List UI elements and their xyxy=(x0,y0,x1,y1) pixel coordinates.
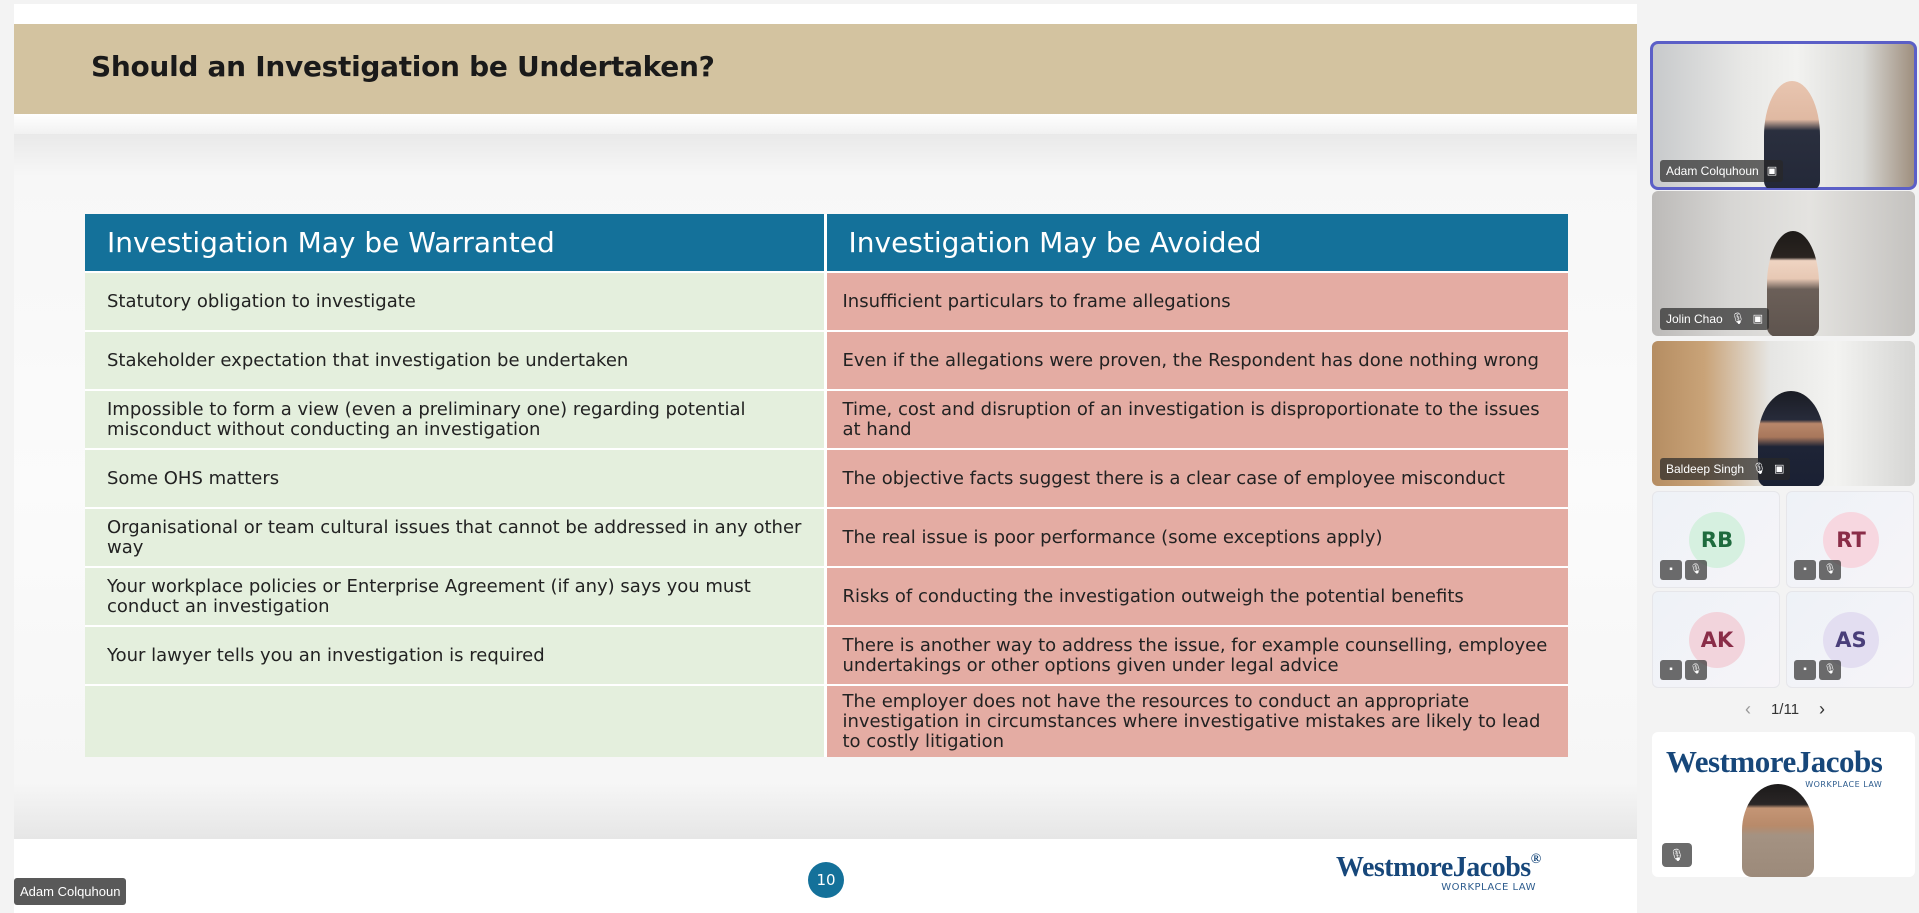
video-off-icon: ▪ xyxy=(1794,560,1816,580)
avatar: RB xyxy=(1689,512,1745,568)
table-row xyxy=(85,508,1568,567)
participant-avatar-tile[interactable] xyxy=(1786,591,1914,688)
warranted-cell: Stakeholder expectation that investigation be undertaken xyxy=(85,331,825,390)
logo-registered-mark: ® xyxy=(1530,852,1541,867)
self-video-tile[interactable] xyxy=(1652,732,1915,877)
self-view-logo-text: WestmoreJacobs xyxy=(1666,744,1883,779)
table-row xyxy=(85,449,1568,508)
participant-name: Jolin Chao xyxy=(1666,312,1723,326)
avoided-cell: Time, cost and disruption of an investigation is disproportionate to the issues at hand xyxy=(825,390,1568,449)
table-row xyxy=(85,626,1568,685)
avoided-cell: The real issue is poor performance (some exceptions apply) xyxy=(825,508,1568,567)
self-view-logo xyxy=(1666,744,1882,789)
participant-avatar-tile[interactable] xyxy=(1652,591,1780,688)
presenter-name-label: Adam Colquhoun xyxy=(14,878,126,905)
screen-share-icon: ▣ xyxy=(1774,463,1785,475)
screen-share-icon: ▣ xyxy=(1752,313,1764,325)
participant-name: Adam Colquhoun xyxy=(1666,164,1759,178)
logo-text: WestmoreJacobs xyxy=(1336,852,1531,883)
warranted-cell xyxy=(85,685,825,757)
table-row xyxy=(85,567,1568,626)
mic-off-icon: 🎙 xyxy=(1819,560,1841,580)
participant-avatar-tile[interactable] xyxy=(1652,491,1780,588)
screen-share-icon: ▣ xyxy=(1766,165,1778,177)
participant-name: Baldeep Singh xyxy=(1666,462,1745,476)
warranted-cell: Organisational or team cultural issues that cannot be addressed in any other way xyxy=(85,508,825,567)
table-header-row xyxy=(85,214,1568,272)
table-row xyxy=(85,331,1568,390)
participant-avatar-tile[interactable] xyxy=(1786,491,1914,588)
participant-figure xyxy=(1767,231,1819,336)
header-warranted: Investigation May be Warranted xyxy=(85,214,825,272)
logo-subtitle: WORKPLACE LAW xyxy=(1441,882,1536,893)
slide-page-number: 10 xyxy=(808,862,844,898)
avatar: RT xyxy=(1823,512,1879,568)
header-avoided: Investigation May be Avoided xyxy=(825,214,1568,272)
warranted-cell: Your lawyer tells you an investigation is required xyxy=(85,626,825,685)
participant-name-tag xyxy=(1660,160,1783,182)
mic-off-icon[interactable]: 🎙 xyxy=(1662,843,1692,867)
avoided-cell: There is another way to address the issue, for example counselling, employee undertakings or other options given under legal advice xyxy=(825,626,1568,685)
mic-off-icon: 🎙 xyxy=(1685,560,1707,580)
comparison-table xyxy=(85,214,1568,757)
video-off-icon: ▪ xyxy=(1794,660,1816,680)
table-row xyxy=(85,390,1568,449)
participant-name-tag xyxy=(1660,308,1769,330)
participant-name-tag xyxy=(1660,458,1790,480)
mic-off-icon: 🎙 xyxy=(1819,660,1841,680)
participant-video-baldeep[interactable] xyxy=(1652,341,1915,486)
avoided-cell: The employer does not have the resources to conduct an appropriate investigation in circumstances where investigative mistakes are likely to lead to costly litigation xyxy=(825,685,1568,757)
participant-pager xyxy=(1740,698,1830,720)
slide-title: Should an Investigation be Undertaken? xyxy=(91,50,715,83)
warranted-cell: Your workplace policies or Enterprise Agreement (if any) says you must conduct an investigation xyxy=(85,567,825,626)
participant-figure xyxy=(1742,784,1814,877)
avoided-cell: Risks of conducting the investigation outweigh the potential benefits xyxy=(825,567,1568,626)
table-row xyxy=(85,685,1568,757)
mic-off-icon: 🎙 xyxy=(1752,463,1767,475)
avoided-cell: Even if the allegations were proven, the Respondent has done nothing wrong xyxy=(825,331,1568,390)
video-off-icon: ▪ xyxy=(1660,560,1682,580)
mic-off-icon: 🎙 xyxy=(1730,313,1745,325)
video-off-icon: ▪ xyxy=(1660,660,1682,680)
pager-label: 1/11 xyxy=(1770,700,1800,718)
avoided-cell: The objective facts suggest there is a clear case of employee misconduct xyxy=(825,449,1568,508)
self-view-logo-subtitle: WORKPLACE LAW xyxy=(1805,780,1883,789)
warranted-cell: Some OHS matters xyxy=(85,449,825,508)
mic-off-icon: 🎙 xyxy=(1685,660,1707,680)
avatar: AS xyxy=(1823,612,1879,668)
participant-video-adam[interactable] xyxy=(1652,43,1915,188)
table-row xyxy=(85,272,1568,331)
shared-slide xyxy=(14,4,1637,913)
pager-next-button[interactable]: › xyxy=(1819,698,1825,719)
avatar: AK xyxy=(1689,612,1745,668)
pager-prev-button[interactable]: ‹ xyxy=(1745,698,1751,719)
participant-video-jolin[interactable] xyxy=(1652,191,1915,336)
westmore-jacobs-logo xyxy=(1336,852,1541,893)
warranted-cell: Impossible to form a view (even a preliminary one) regarding potential misconduct without conducting an investigation xyxy=(85,390,825,449)
avoided-cell: Insufficient particulars to frame allegations xyxy=(825,272,1568,331)
warranted-cell: Statutory obligation to investigate xyxy=(85,272,825,331)
